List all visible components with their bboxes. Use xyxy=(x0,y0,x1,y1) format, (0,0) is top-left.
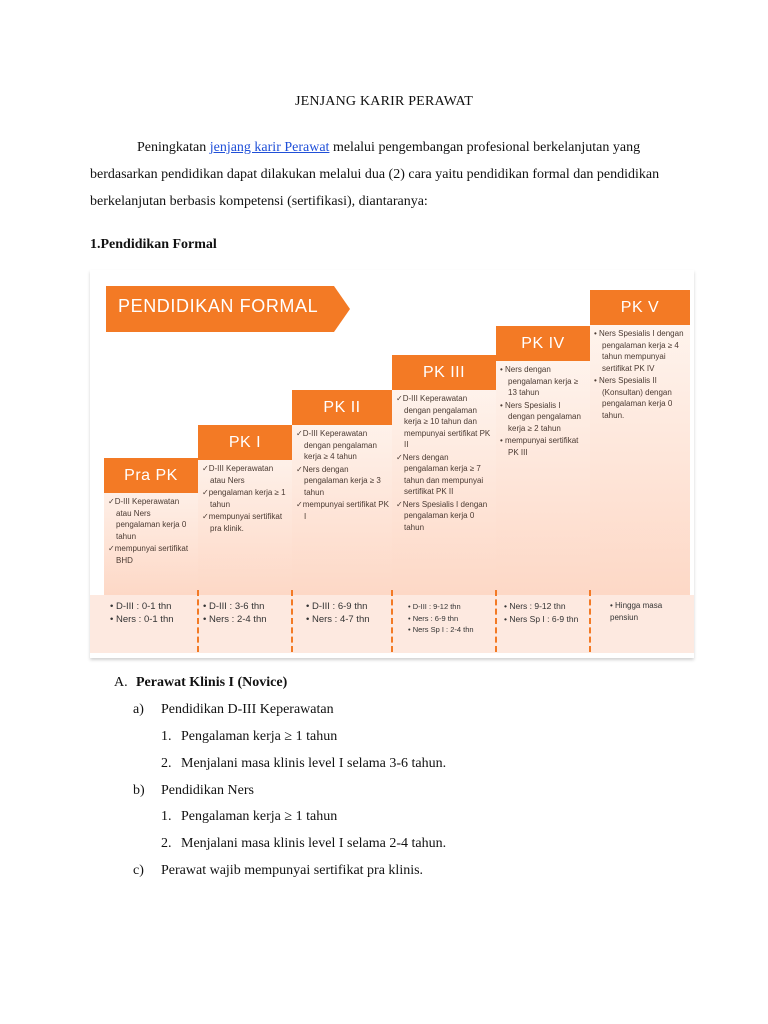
duration-item: • D-III : 6-9 thn xyxy=(306,601,368,612)
column-divider xyxy=(495,590,497,652)
requirement-item: ✓D-III Keperawatan dengan pengalaman kerja ≥ 10 tahun dan mempunyai sertifikat PK II xyxy=(396,394,491,449)
banner-label: PENDIDIKAN FORMAL xyxy=(118,296,319,316)
intro-paragraph xyxy=(90,134,690,215)
level-header: Pra PK xyxy=(104,458,198,493)
numbered-item-text: Pengalaman kerja ≥ 1 tahun xyxy=(181,809,338,824)
numbered-marker: 1. xyxy=(161,729,172,744)
duration-pk-i xyxy=(203,600,267,626)
numbered-marker: 1. xyxy=(161,809,172,824)
duration-item: • D-III : 0-1 thn xyxy=(110,601,172,612)
duration-item: • Ners Sp I : 2-4 thn xyxy=(408,625,474,634)
career-path-link[interactable]: jenjang karir Perawat xyxy=(209,140,330,155)
column-divider xyxy=(589,590,591,652)
duration-pk-ii xyxy=(306,600,370,626)
document-title: JENJANG KARIR PERAWAT xyxy=(294,94,474,109)
duration-item: • Ners : 2-4 thn xyxy=(203,614,267,625)
column-divider xyxy=(197,590,199,652)
numbered-marker: 2. xyxy=(161,836,172,851)
level-requirements xyxy=(594,328,687,422)
duration-pk-iv xyxy=(504,600,578,626)
sub-marker: a) xyxy=(133,702,144,717)
requirement-item: ✓mempunyai sertifikat PK I xyxy=(296,500,389,521)
requirement-item: • Ners dengan pengalaman kerja ≥ 13 tahun xyxy=(500,365,579,397)
level-requirements xyxy=(396,393,493,534)
duration-pk-v xyxy=(610,600,680,624)
sub-item-text: Pendidikan Ners xyxy=(161,783,254,798)
requirement-item: ✓pengalaman kerja ≥ 1 tahun xyxy=(202,488,286,509)
section-heading: 1.Pendidikan Formal xyxy=(90,237,217,252)
level-requirements xyxy=(108,496,195,567)
sub-marker: c) xyxy=(133,863,144,878)
requirement-item: ✓Ners Spesialis I dengan pengalaman kerja 0 tahun xyxy=(396,499,488,532)
duration-item: • Ners : 0-1 thn xyxy=(110,614,174,625)
requirement-item: ✓mempunyai sertifikat pra klinik. xyxy=(202,512,283,533)
requirement-item: ✓Ners dengan pengalaman kerja ≥ 3 tahun xyxy=(296,464,381,497)
level-column-pk-v xyxy=(590,290,690,595)
requirement-item: • Ners Spesialis I dengan pengalaman kerja ≥ 4 tahun mempunyai sertifikat PK IV xyxy=(594,329,684,373)
requirement-item: ✓D-III Keperawatan dengan pengalaman kerja ≥ 4 tahun xyxy=(296,429,377,461)
requirement-item: ✓D-III Keperawatan atau Ners xyxy=(202,464,274,485)
list-marker-a: A. xyxy=(114,675,128,690)
list-heading-a: Perawat Klinis I (Novice) xyxy=(136,675,288,690)
duration-pk-iii xyxy=(408,601,474,636)
level-header: PK V xyxy=(590,290,690,325)
sub-marker: b) xyxy=(133,783,145,798)
requirement-item: • mempunyai sertifikat PK III xyxy=(500,436,579,457)
sub-item-text: Pendidikan D-III Keperawatan xyxy=(161,702,334,717)
level-column-pk-ii xyxy=(292,390,392,595)
numbered-marker: 2. xyxy=(161,756,172,771)
level-requirements xyxy=(296,428,389,523)
level-requirements xyxy=(500,364,587,459)
duration-item: • Ners : 9-12 thn xyxy=(504,601,566,611)
level-header: PK III xyxy=(392,355,496,390)
level-column-pra-pk xyxy=(104,458,198,595)
career-ladder-infographic xyxy=(90,270,694,658)
level-header: PK I xyxy=(198,425,292,460)
duration-item: • Hingga masa pensiun xyxy=(610,601,663,622)
banner xyxy=(106,286,350,332)
level-column-pk-iv xyxy=(496,326,590,595)
duration-item: • Ners Sp I : 6-9 thn xyxy=(504,614,579,624)
level-header: PK IV xyxy=(496,326,590,361)
level-column-pk-i xyxy=(198,425,292,595)
requirement-item: ✓mempunyai sertifikat BHD xyxy=(108,544,189,565)
sub-item-text: Perawat wajib mempunyai sertifikat pra klinis. xyxy=(161,863,424,878)
requirement-item: ✓D-III Keperawatan atau Ners pengalaman kerja 0 tahun xyxy=(108,497,187,541)
level-requirements xyxy=(202,463,289,535)
duration-item: • D-III : 9-12 thn xyxy=(408,602,461,611)
numbered-item-text: Menjalani masa klinis level I selama 2-4 tahun. xyxy=(181,836,447,851)
numbered-item-text: Pengalaman kerja ≥ 1 tahun xyxy=(181,729,338,744)
column-divider xyxy=(291,590,293,652)
requirement-item: • Ners Spesialis I dengan pengalaman kerja ≥ 2 tahun xyxy=(500,400,581,433)
duration-item: • D-III : 3-6 thn xyxy=(203,601,265,612)
intro-text-after-link: melalui pengembangan profesional berkelanjutan yang berdasarkan pendidikan dapat dilakukan melalui dua (2) cara yaitu pendidikan formal dan pendidikan berkelanjutan berbasis kompetensi (sertifikasi), diantaranya: xyxy=(90,140,660,209)
duration-pra-pk xyxy=(110,600,174,626)
column-divider xyxy=(391,590,393,652)
level-header: PK II xyxy=(292,390,392,425)
requirement-item: • Ners Spesialis II (Konsultan) dengan pengalaman kerja 0 tahun. xyxy=(594,376,673,420)
intro-text-before-link: Peningkatan xyxy=(137,140,210,155)
duration-item: • Ners : 6-9 thn xyxy=(408,613,459,623)
requirement-item: ✓Ners dengan pengalaman kerja ≥ 7 tahun dan mempunyai sertifikat PK II xyxy=(396,452,484,496)
duration-item: • Ners : 4-7 thn xyxy=(306,614,370,625)
numbered-item-text: Menjalani masa klinis level I selama 3-6 tahun. xyxy=(181,756,447,771)
level-column-pk-iii xyxy=(392,355,496,595)
